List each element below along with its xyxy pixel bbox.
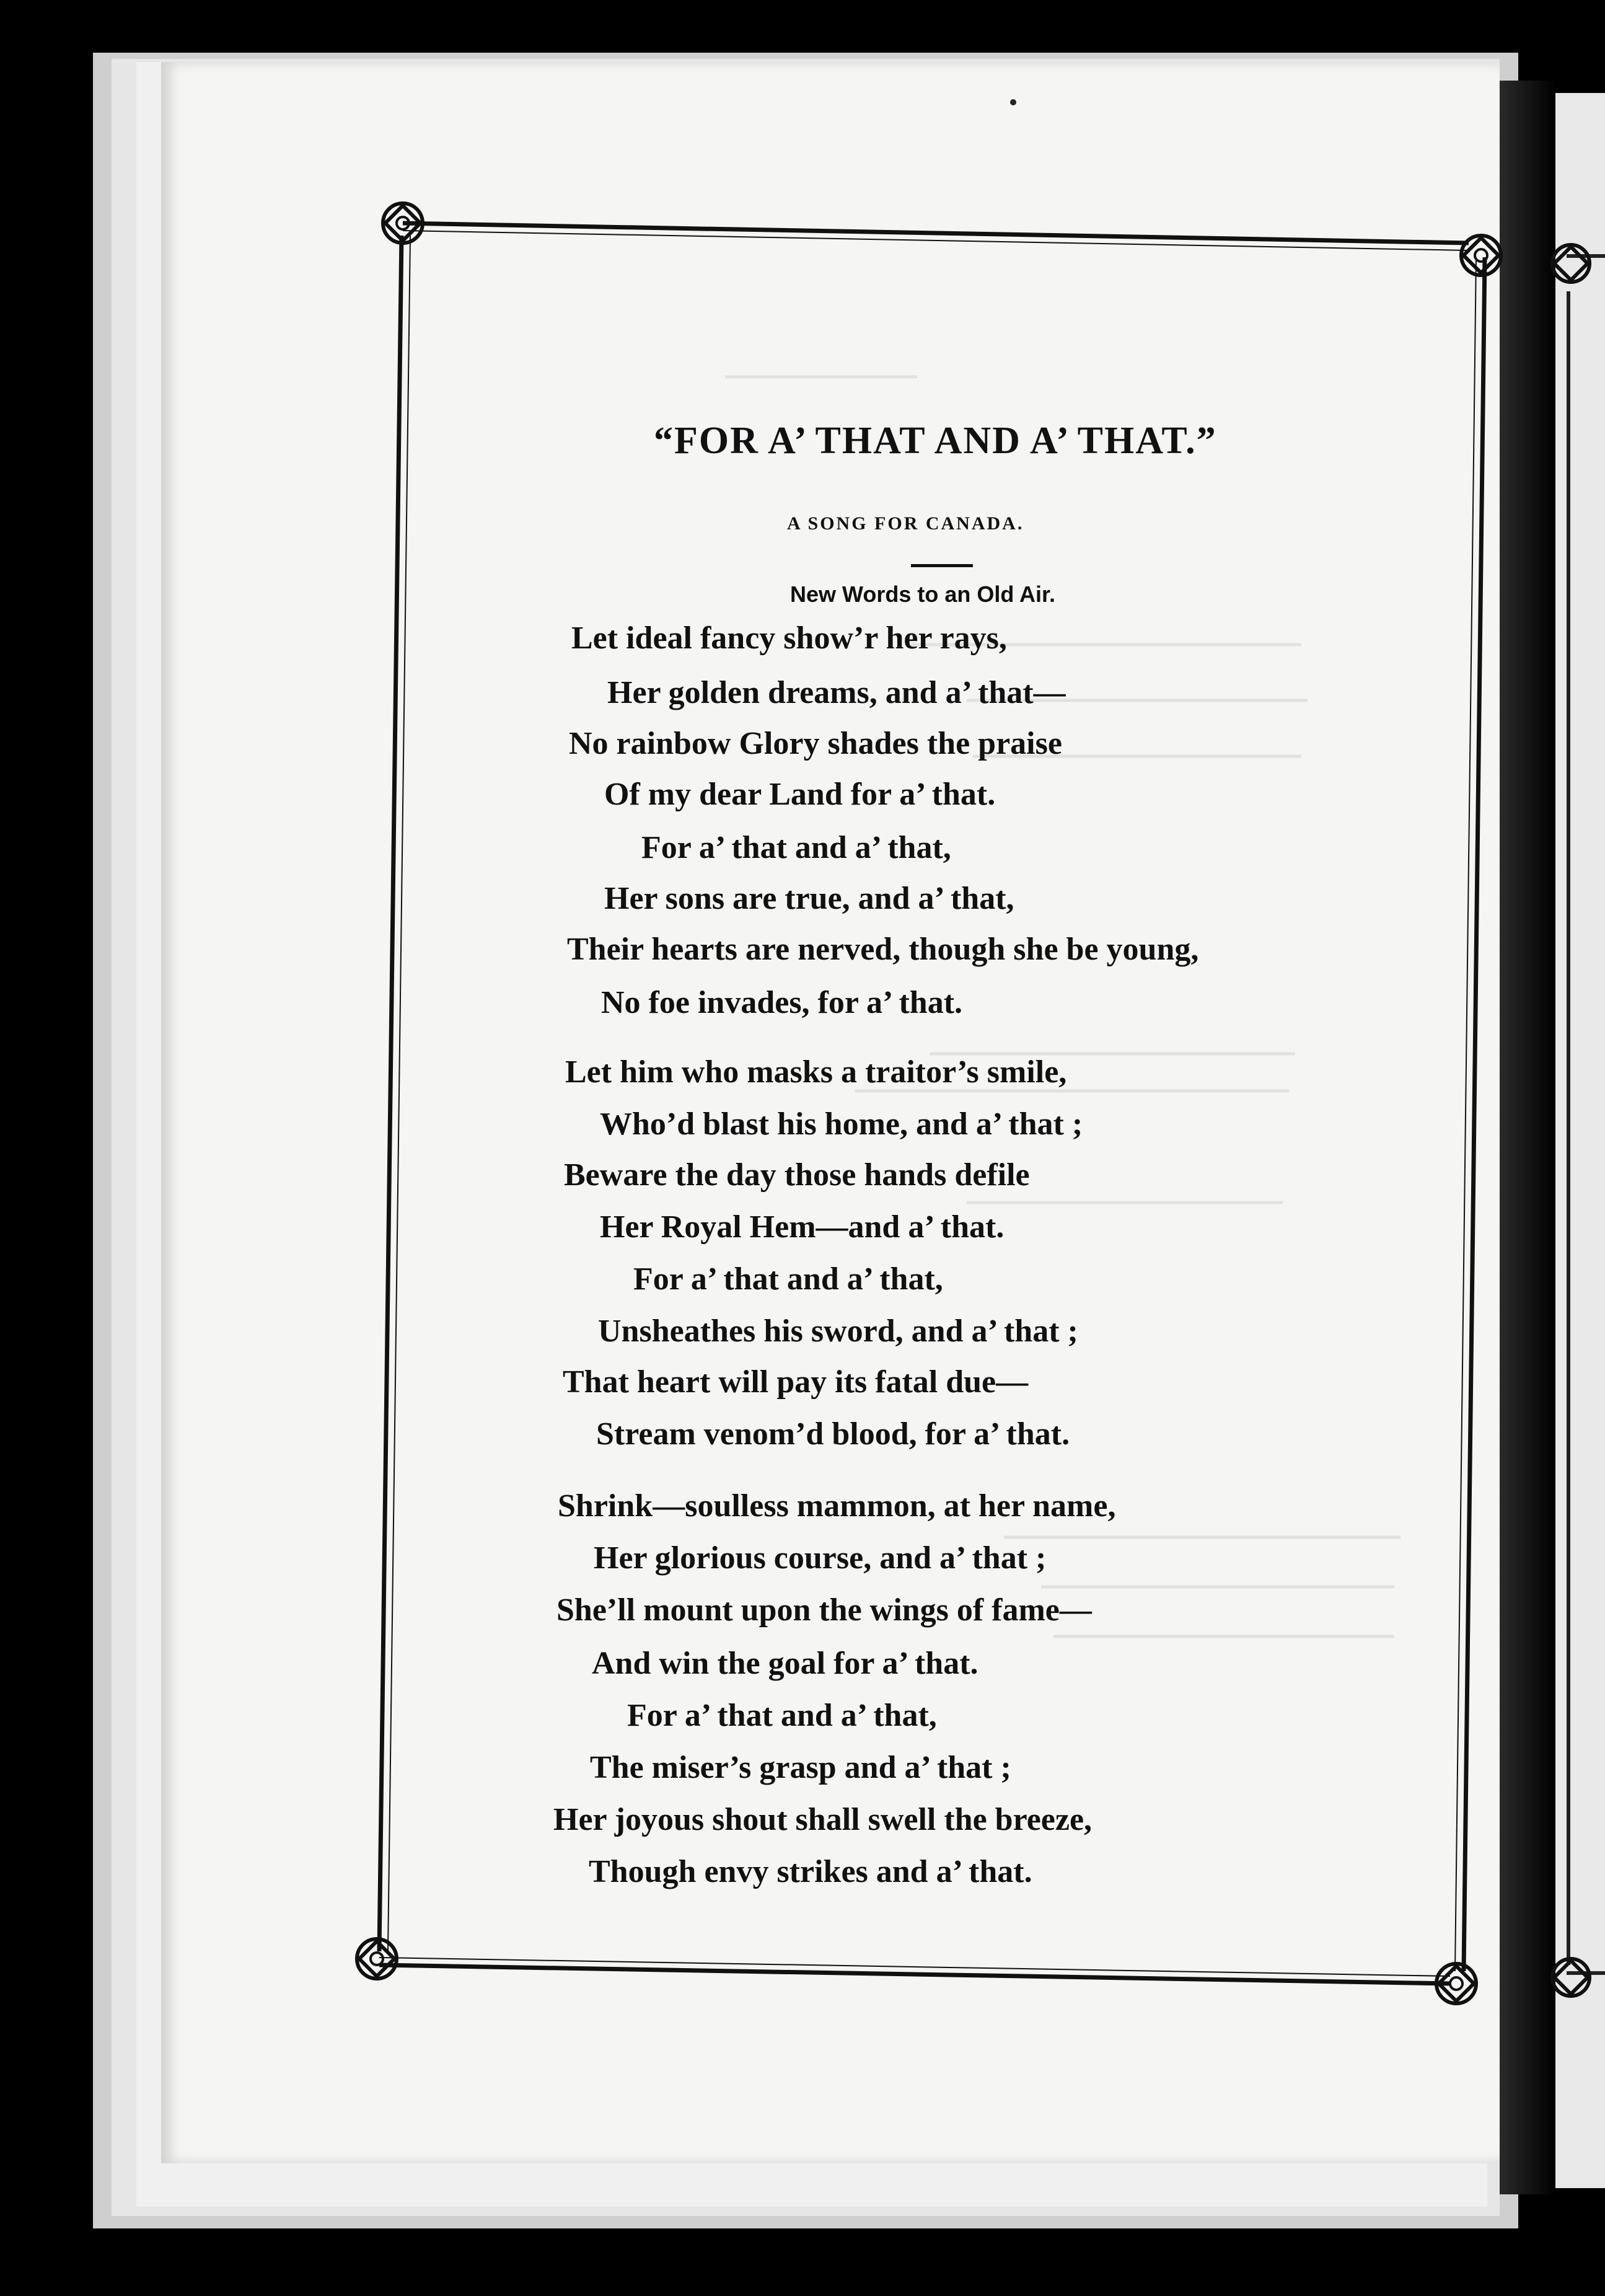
poem-line: No rainbow Glory shades the praise — [569, 726, 1062, 761]
poem-line: That heart will pay its fatal due— — [563, 1364, 1029, 1400]
corner-ornament-icon — [357, 1939, 397, 1979]
poem-line: Her golden dreams, and a’ that— — [607, 675, 1066, 710]
poem-line: Stream venom’d blood, for a’ that. — [596, 1416, 1070, 1452]
poem-line: Let ideal fancy show’r her rays, — [571, 620, 1007, 656]
poem-line: And win the goal for a’ that. — [592, 1646, 978, 1681]
poem-line: Beware the day those hands defile — [564, 1157, 1030, 1193]
air-note: New Words to an Old Air. — [790, 581, 1056, 607]
poem-line: For a’ that and a’ that, — [633, 1261, 943, 1297]
poem-line: Let him who masks a traitor’s smile, — [565, 1054, 1067, 1090]
poem-line: Their hearts are nerved, though she be young, — [567, 932, 1199, 967]
poem-line: Her joyous shout shall swell the breeze, — [553, 1802, 1093, 1837]
poem-line: For a’ that and a’ that, — [627, 1698, 937, 1733]
corner-ornament-icon — [1461, 236, 1501, 275]
corner-ornament-icon — [1552, 245, 1590, 282]
poem-line: She’ll mount upon the wings of fame— — [556, 1592, 1092, 1628]
poem-line: No foe invades, for a’ that. — [601, 985, 963, 1020]
poem-line: Of my dear Land for a’ that. — [604, 777, 996, 812]
corner-ornament-icon — [1552, 1959, 1590, 1996]
poem-line: For a’ that and a’ that, — [641, 830, 951, 865]
title-divider — [911, 564, 973, 567]
poem-title: “FOR A’ THAT AND A’ THAT.” — [654, 420, 1217, 462]
poem-subtitle: A SONG FOR CANADA. — [787, 513, 1024, 534]
poem-line: Her Royal Hem—and a’ that. — [600, 1209, 1005, 1245]
poem-line: Who’d blast his home, and a’ that ; — [600, 1106, 1083, 1142]
poem-line: Her sons are true, and a’ that, — [604, 881, 1014, 916]
poem-line: Though envy strikes and a’ that. — [589, 1854, 1032, 1889]
poem-line: Shrink—soulless mammon, at her name, — [558, 1488, 1116, 1524]
poem-line: Unsheathes his sword, and a’ that ; — [598, 1314, 1078, 1349]
poem-line: The miser’s grasp and a’ that ; — [590, 1750, 1011, 1785]
poem-line: Her glorious course, and a’ that ; — [594, 1540, 1047, 1576]
